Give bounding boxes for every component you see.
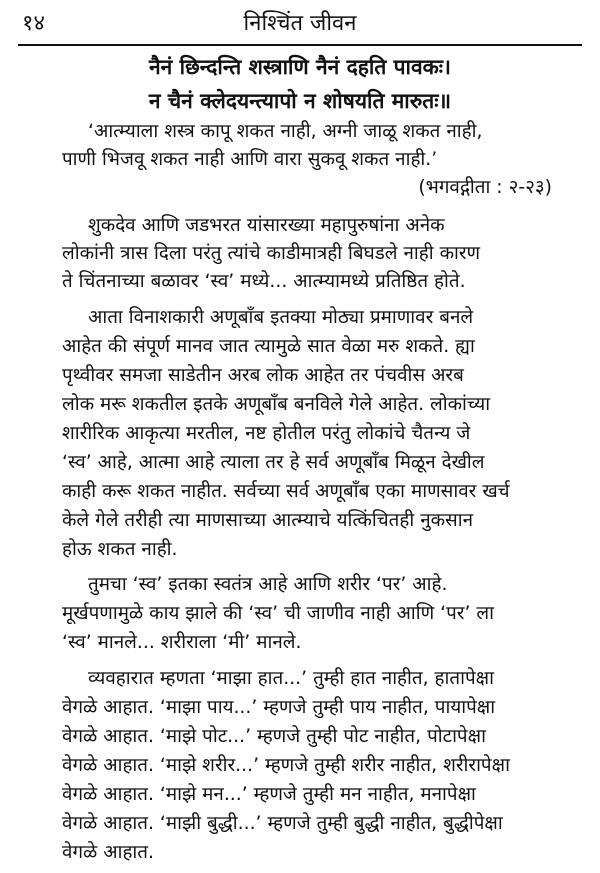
header-rule [18, 44, 582, 46]
text-line: वेगळे आहात. [62, 842, 154, 863]
text-line: वेगळे आहात. ‘माझे पोट...’ म्हणजे तुम्ही पोट नाहीत, पोटापेक्षा [62, 726, 486, 747]
text-line: ‘आत्म्याला शस्त्र कापू शकत नाही, अग्नी जाळू शकत नाही, [88, 121, 483, 142]
text-line: होऊ शकत नाही. [62, 539, 178, 560]
text-line: मूर्खपणामुळे काय झाले की ‘स्व’ ची जाणीव नाही आणि ‘पर’ ला [62, 603, 494, 624]
text-line: आहेत की संपूर्ण मानव जात त्यामुळे सात वेळा मरु शकते. ह्या [62, 336, 475, 357]
text-line: पाणी भिजवू शकत नाही आणि वारा सुकवू शकत नाही.’ [62, 149, 438, 170]
text-line: लोक मरू शकतील इतके अणूबाँब बनविले गेले आहेत. लोकांच्या [62, 394, 491, 415]
text-line: वेगळे आहात. ‘माझी बुद्धी...’ म्हणजे तुम्ही बुद्धी नाहीत, बुद्धीपेक्षा [62, 813, 503, 834]
text-line: वेगळे आहात. ‘माझे मन...’ म्हणजे तुम्ही मन नाहीत, मनापेक्षा [62, 784, 476, 805]
text-line: आता विनाशकारी अणूबाँब इतक्या मोठ्या प्रमाणावर बनले [88, 307, 474, 328]
text-line: लोकांनी त्रास दिला परंतु त्यांचे काडीमात्रही बिघडले नाही कारण [62, 243, 481, 264]
text-line: केले गेले तरीही त्या माणसाच्या आत्म्याचे यत्किंचितही नुकसान [62, 510, 474, 531]
text-line: ‘स्व’ आहे, आत्मा आहे त्याला तर हे सर्व अणूबाँब मिळून देखील [62, 452, 485, 473]
text-line: काही करू शकत नाहीत. सर्वच्या सर्व अणूबाँब एका माणसावर खर्च [62, 481, 510, 502]
sanskrit-verse [18, 50, 582, 118]
text-line: शुकदेव आणि जडभरत यांसारख्या महापुरुषांना अनेक [88, 215, 445, 236]
text-line: वेगळे आहात. ‘माझा पाय...’ म्हणजे तुम्ही पाय नाहीत, पायापेक्षा [62, 697, 496, 718]
text-line: तुमचा ‘स्व’ इतका स्वतंत्र आहे आणि शरीर ‘पर’ आहे. [88, 574, 448, 595]
verse-line: न चैनं क्लेदयन्त्यापो न शोषयति मारुतः॥ [148, 89, 452, 113]
text-line: वेगळे आहात. ‘माझे शरीर...’ म्हणजे तुम्ही शरीर नाहीत, शरीरापेक्षा [62, 755, 510, 776]
text-line: शारीरिक आकृत्या मरतील, नष्ट होतील परंतु लोकांचे चैतन्य जे [62, 423, 471, 444]
text-line: पृथ्वीवर समजा साडेतीन अरब लोक आहेत तर पंचवीस अरब [62, 365, 464, 386]
verse-line: नैनं छिन्दन्ति शस्त्राणि नैनं दहति पावकः। [148, 55, 452, 79]
text-line: ‘स्व’ मानले... शरीराला ‘मी’ मानले. [62, 632, 302, 653]
running-title: निश्चिंत जीवन [243, 11, 357, 36]
page-header [18, 8, 582, 42]
citation: (भगवद्गीता : २-२३) [418, 177, 552, 198]
text-line: व्यवहारात म्हणता ‘माझा हात...’ तुम्ही हात नाहीत, हातापेक्षा [88, 668, 494, 689]
text-line: ते चिंतनाच्या बळावर ‘स्व’ मध्ये... आत्म्यामध्ये प्रतिष्ठित होते. [62, 271, 466, 292]
page-number: १४ [22, 11, 45, 36]
